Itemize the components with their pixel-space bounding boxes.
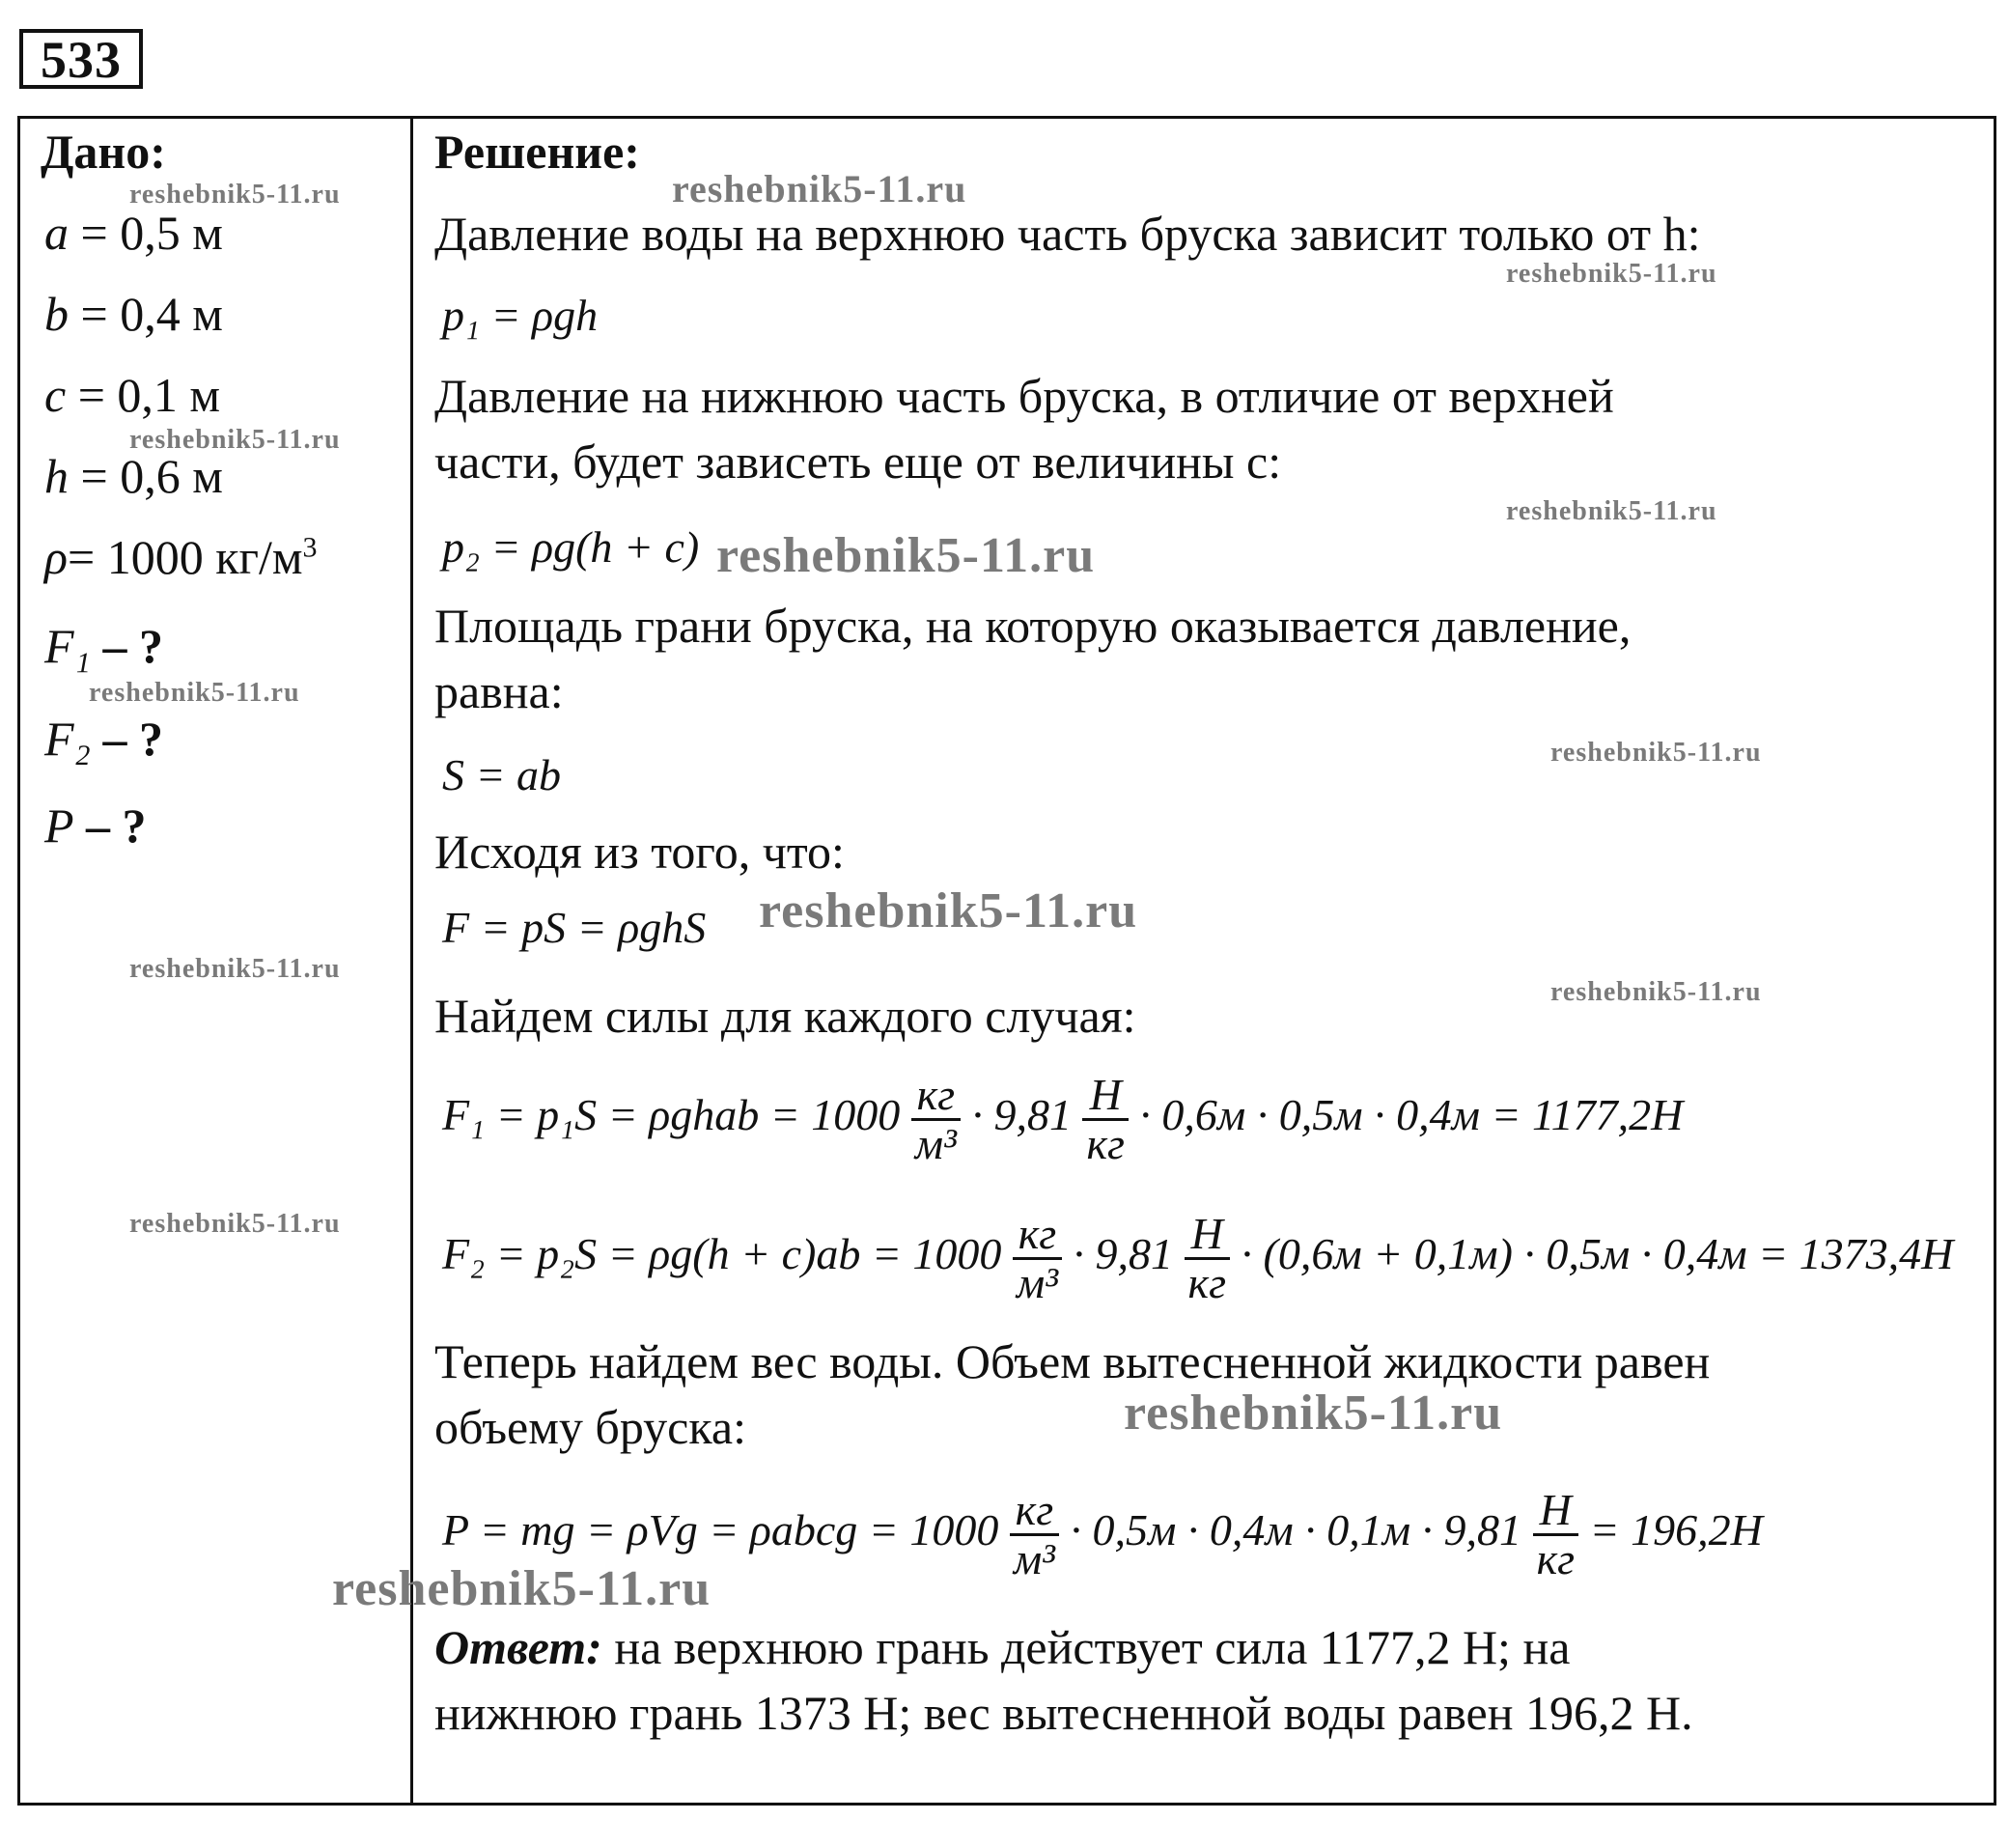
watermark: reshebnik5-11.ru [1550, 977, 1762, 1007]
given-c: c = 0,1 м [44, 368, 221, 422]
f1-equation: F₁ = p₁S = ρghab = 1000 $\frac{кг}{\text{м³}}$ · 9,81 $\frac{Н}{кг}$ · 0,6м · 0,5м · 0,4м = 1177,2Н [442, 1070, 1684, 1168]
given-rho: ρ= 1000 $кг/м^3$ [44, 530, 318, 584]
given-f1: F₁ – ? [44, 619, 163, 673]
s-text-2: равна: [434, 664, 564, 718]
watermark: reshebnik5-11.ru [332, 1561, 712, 1616]
p1-formula: p₁ = ρgh [442, 291, 599, 340]
watermark: reshebnik5-11.ru [129, 954, 341, 984]
p-text-2: объему бруска: [434, 1400, 746, 1454]
p2-text-1: Давление на нижнюю часть бруска, в отличие от верхней [434, 369, 1614, 423]
solution-heading: Решение: [434, 125, 640, 179]
given-a: a = 0,5 м [44, 206, 223, 260]
watermark: reshebnik5-11.ru [129, 1209, 341, 1239]
answer-line-1: Ответ: на верхнюю грань действует сила 1177,2 Н; на [434, 1620, 1571, 1674]
s-text-1: Площадь грани бруска, на которую оказывается давление, [434, 599, 1632, 653]
problem-number: 533 [19, 29, 143, 89]
watermark: reshebnik5-11.ru [759, 883, 1138, 938]
given-heading: Дано: [41, 125, 166, 179]
p1-text: Давление воды на верхнюю часть бруска зависит только от h: [434, 207, 1701, 261]
p-text-1: Теперь найдем вес воды. Объем вытесненной жидкости равен [434, 1334, 1711, 1388]
f2-unit-fraction-2: $\frac{Н}{кг}$ [1185, 1211, 1230, 1306]
given-f2: F₂ – ? [44, 712, 163, 766]
find-text: Найдем силы для каждого случая: [434, 989, 1136, 1043]
watermark: reshebnik5-11.ru [89, 678, 300, 708]
column-divider [410, 116, 413, 1806]
given-b: b = 0,4 м [44, 287, 223, 341]
p2-text-2: части, будет зависеть еще от величины с: [434, 434, 1282, 489]
s-formula: S = ab [442, 750, 562, 799]
f2-equation: F₂ = p₂S = ρg(h + c)ab = 1000 $\frac{кг}{\text{м³}}$ · 9,81 $\frac{Н}{кг}$ · (0,6м + 0,1м) · 0,5м · 0,4м = 1373,4Н [442, 1209, 1954, 1307]
answer-label: Ответ: [434, 1620, 602, 1674]
f2-unit-fraction-1: $\frac{кг}{\text{м³}}$ [1013, 1211, 1062, 1306]
p2-formula: p₂ = ρg(h + c) [442, 522, 700, 572]
watermark: reshebnik5-11.ru [1506, 259, 1717, 289]
p-unit-fraction-2: $\frac{Н}{кг}$ [1533, 1487, 1578, 1582]
f1-unit-fraction-2: $\frac{Н}{кг}$ [1082, 1072, 1128, 1167]
given-p: P – ? [44, 798, 147, 853]
f-formula: F = pS = ρghS [442, 903, 707, 952]
watermark: reshebnik5-11.ru [1124, 1386, 1503, 1441]
answer-line-2: нижнюю грань 1373 Н; вес вытесненной воды равен 196,2 Н. [434, 1686, 1693, 1740]
watermark: reshebnik5-11.ru [672, 167, 967, 210]
p-equation: P = mg = ρVg = ρabcg = 1000 $\frac{кг}{\text{м³}}$ · 0,5м · 0,4м · 0,1м · 9,81 $\frac{Н}{кг}$ = 196,2Н [442, 1485, 1763, 1583]
watermark: reshebnik5-11.ru [1506, 496, 1717, 526]
watermark: reshebnik5-11.ru [1550, 738, 1762, 768]
p-unit-fraction-1: $\frac{кг}{\text{м³}}$ [1010, 1487, 1059, 1582]
given-h: h = 0,6 м [44, 449, 223, 503]
watermark: reshebnik5-11.ru [129, 180, 341, 210]
f1-unit-fraction-1: $\frac{кг}{\text{м³}}$ [911, 1072, 961, 1167]
watermark: reshebnik5-11.ru [716, 528, 1096, 583]
watermark: reshebnik5-11.ru [129, 425, 341, 455]
f-text: Исходя из того, что: [434, 825, 845, 879]
